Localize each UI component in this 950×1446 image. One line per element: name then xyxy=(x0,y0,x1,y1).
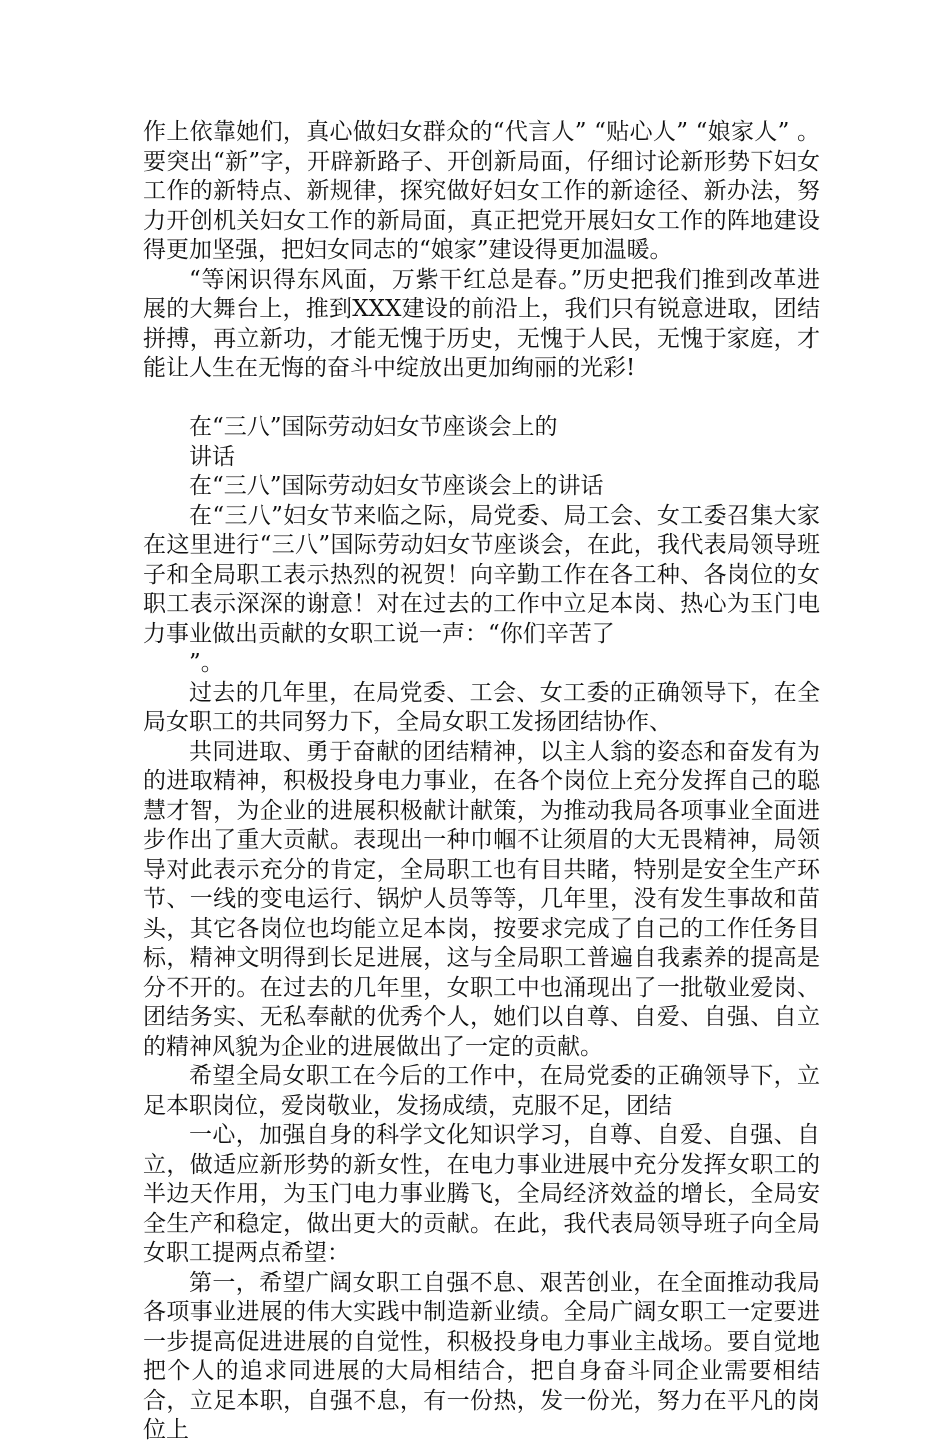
paragraph-gap xyxy=(143,384,820,414)
speech-title-line-1: 在“三八”国际劳动妇女节座谈会上的 xyxy=(189,414,558,440)
body-paragraph-3: 共同进取、勇于奋献的团结精神，以主人翁的姿态和奋发有为的进取精神，积极投身电力事业，在各个岗位上充分发挥自己的聪慧才智，为企业的进展积极献计献策，为推动我局各项事业全面进步作出了重大贡献。表现出一种巾帼不让须眉的大无畏精神，局领导对此表示充分的肯定，全局职工也有目共睹，特别是安全生产环节、一线的变电运行、锅炉人员等等，几年里，没有发生事故和苗头，其它各岗位也均能立足本岗，按要求完成了自己的工作任务目标，精神文明得到长足进展，这与全局职工普遍自我素养的提高是分不开的。在过去的几年里，女职工中也涌现出了一批敬业爱岗、团结务实、无私奉献的优秀个人，她们以自尊、自爱、自强、自立的精神风貌为企业的进展做出了一定的贡献。 xyxy=(143,738,820,1060)
body-paragraph-6: 第一，希望广阔女职工自强不息、艰苦创业，在全面推动我局各项事业进展的伟大实践中制造新业绩。全局广阔女职工一定要进一步提高促进进展的自觉性，积极投身电力事业主战场。要自觉地把个人的追求同进展的大局相结合，把自身奋斗同企业需要相结合，立足本职，自强不息，有一份热，发一份光，努力在平凡的岗位上 xyxy=(143,1269,820,1443)
body-paragraph-5: 一心，加强自身的科学文化知识学习，自尊、自爱、自强、自立，做适应新形势的新女性，在电力事业进展中充分发挥女职工的半边天作用，为玉门电力事业腾飞，全局经济效益的增长，全局安全生产和稳定，做出更大的贡献。在此，我代表局领导班子向全局女职工提两点希望： xyxy=(143,1122,820,1266)
document-body xyxy=(143,118,820,1446)
paragraph-continued: 作上依靠她们，真心做妇女群众的“代言人” “贴心人” “娘家人” 。要突出“新”字，开辟新路子、开创新局面，仔细讨论新形势下妇女工作的新特点、新规律，探究做好妇女工作的新途径、新办法，努力开创机关妇女工作的新局面，真正把党开展妇女工作的阵地建设得更加坚强，把妇女同志的“娘家”建设得更加温暖。 xyxy=(143,119,820,263)
body-paragraph-2: 过去的几年里，在局党委、工会、女工委的正确领导下，在全局女职工的共同努力下，全局女职工发扬团结协作、 xyxy=(143,679,820,735)
paragraph-quote: “等闲识得东风面，万紫干红总是春。”历史把我们推到改革进展的大舞台上，推到XXX建设的前沿上，我们只有锐意进取，团结拼搏，再立新功，才能无愧于历史，无愧于人民，无愧于家庭，才能让人生在无悔的奋斗中绽放出更加绚丽的光彩! xyxy=(143,266,820,381)
body-paragraph-1: 在“三八”妇女节来临之际，局党委、局工会、女工委召集大家在这里进行“三八”国际劳动妇女节座谈会，在此，我代表局领导班子和全局职工表示热烈的祝贺！向辛勤工作在各工种、各岗位的女职工表示深深的谢意！对在过去的工作中立足本岗、热心为玉门电力事业做出贡献的女职工说一声：“你们辛苦了 xyxy=(143,502,820,647)
speech-title-line-2: 讲话 xyxy=(189,443,235,470)
body-paragraph-closing-quote: ”。 xyxy=(189,650,224,676)
speech-title-repeat: 在“三八”国际劳动妇女节座谈会上的讲话 xyxy=(189,473,604,499)
body-paragraph-4: 希望全局女职工在今后的工作中，在局党委的正确领导下，立足本职岗位，爱岗敬业，发扬成绩，克服不足，团结 xyxy=(143,1063,820,1119)
